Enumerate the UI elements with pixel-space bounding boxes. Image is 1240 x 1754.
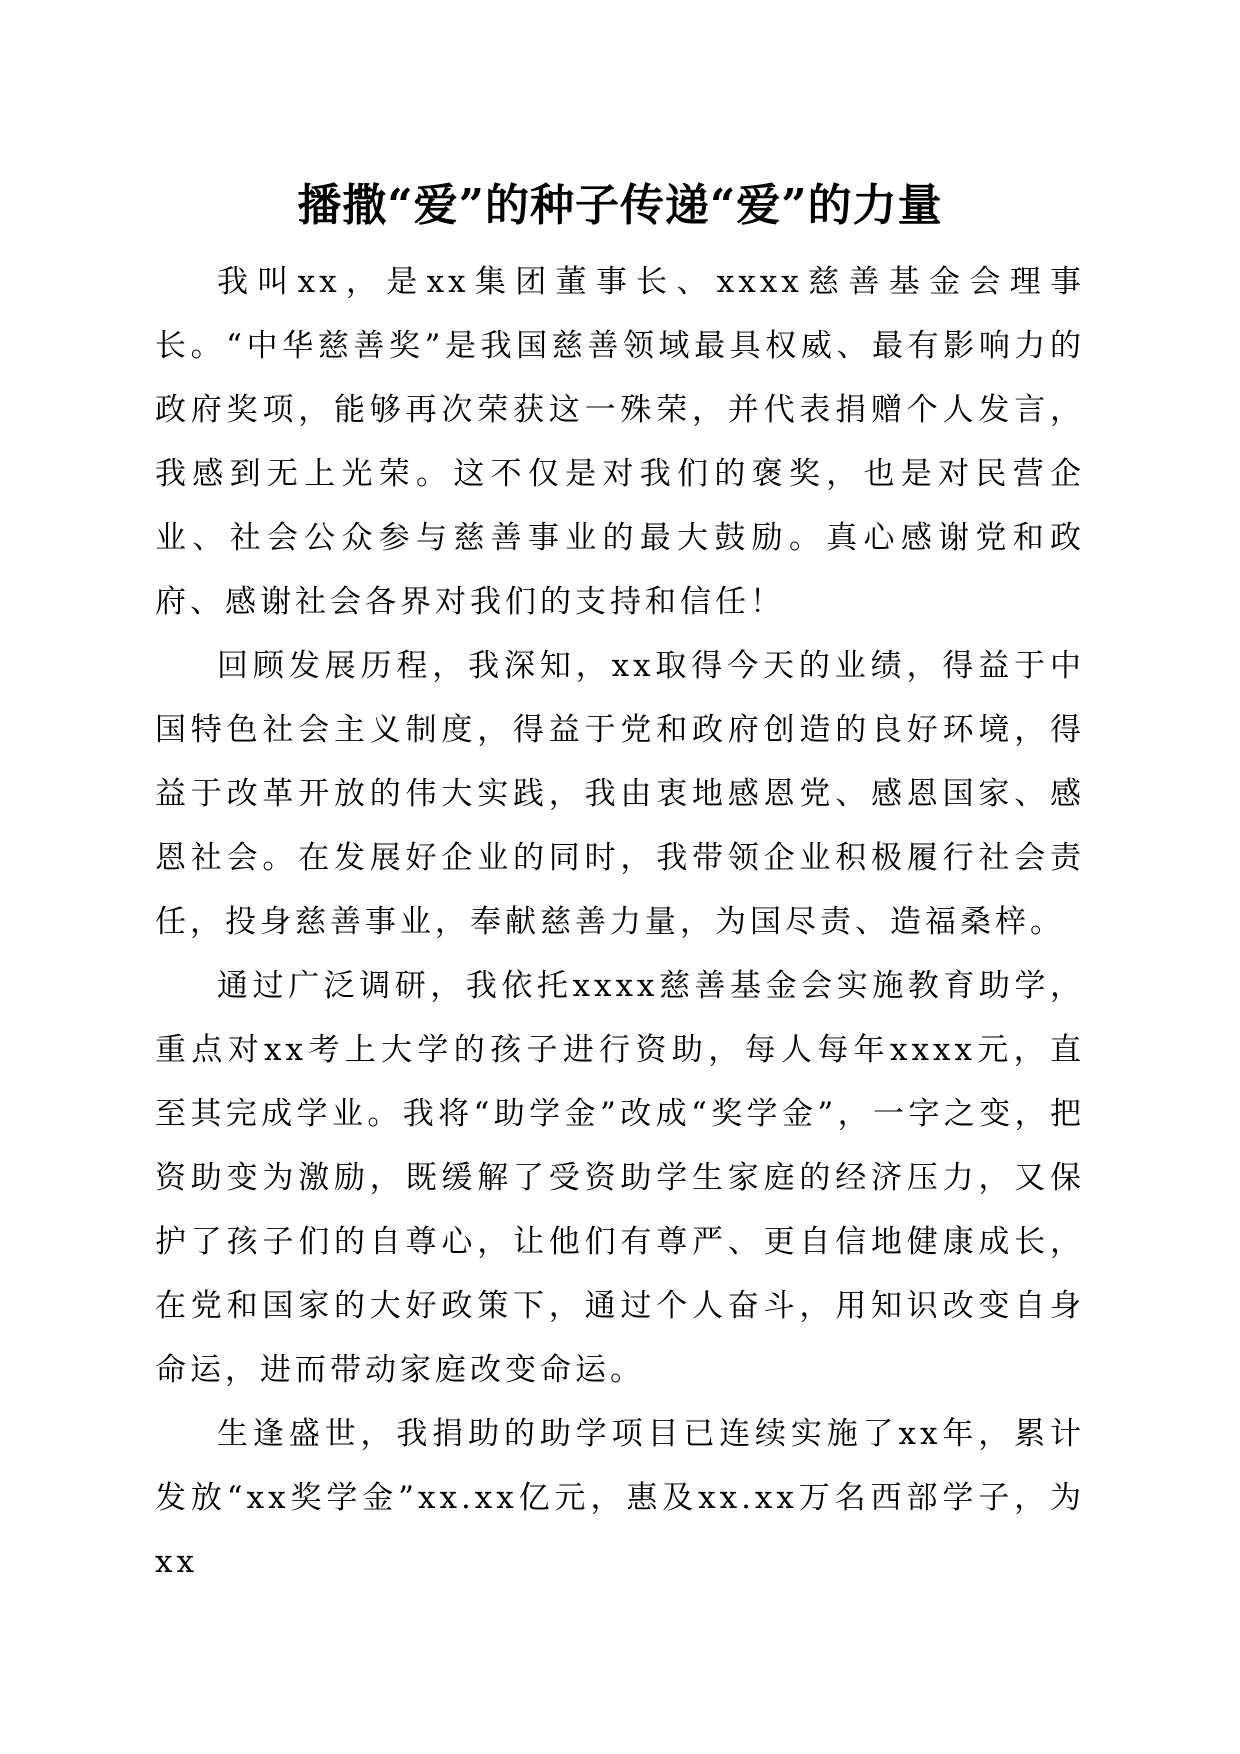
document-title: 播撒“爱”的种子传递“爱”的力量	[297, 180, 943, 231]
paragraph-1: 我叫xx，是xx集团董事长、xxxx慈善基金会理事长。“中华慈善奖”是我国慈善领域最具权威、最有影响力的政府奖项，能够再次荣获这一殊荣，并代表捐赠个人发言，我感到无上光荣。这不仅是对我们的褒奖，也是对民营企业、社会公众参与慈善事业的最大鼓励。真心感谢党和政府、感谢社会各界对我们的支持和信任！	[155, 264, 1085, 620]
paragraph-4: 生逢盛世，我捐助的助学项目已连续实施了xx年，累计发放“xx奖学金”xx.xx亿元，惠及xx.xx万名西部学子，为xx	[155, 1416, 1085, 1580]
paragraph-2: 回顾发展历程，我深知，xx取得今天的业绩，得益于中国特色社会主义制度，得益于党和政府创造的良好环境，得益于改革开放的伟大实践，我由衷地感恩党、感恩国家、感恩社会。在发展好企业的同时，我带领企业积极履行社会责任，投身慈善事业，奉献慈善力量，为国尽责、造福桑梓。	[155, 648, 1085, 940]
document-body	[155, 250, 1085, 1594]
paragraph-3: 通过广泛调研，我依托xxxx慈善基金会实施教育助学，重点对xx考上大学的孩子进行资助，每人每年xxxx元，直至其完成学业。我将“助学金”改成“奖学金”，一字之变，把资助变为激励，既缓解了受资助学生家庭的经济压力，又保护了孩子们的自尊心，让他们有尊严、更自信地健康成长，在党和国家的大好政策下，通过个人奋斗，用知识改变自身命运，进而带动家庭改变命运。	[155, 968, 1085, 1388]
